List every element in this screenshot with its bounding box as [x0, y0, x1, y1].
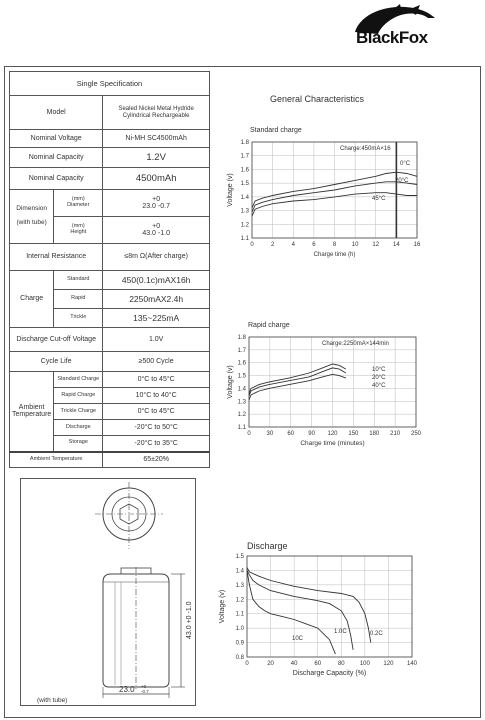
x-tick-label: 250	[410, 431, 422, 437]
x-tick-label: 80	[337, 661, 345, 667]
x-tick-label: 150	[348, 431, 359, 437]
width-tolerance-minus: -0.7	[141, 689, 149, 694]
x-axis-label: Charge time (h)	[313, 252, 356, 258]
x-tick-label: 100	[359, 661, 370, 667]
series-label: 10°C	[372, 367, 386, 373]
y-tick-label: 1.3	[237, 399, 246, 406]
battery-drawing	[21, 479, 197, 707]
width-tolerance-plus: +0	[141, 684, 147, 689]
model-value: Sealed Nickel Metal Hydride Cylindrical Rechargeable	[103, 96, 210, 130]
nominal-capacity2-label: Nominal Capacity	[10, 168, 103, 190]
ambient-trickle-value: 0°C to 45°C	[103, 404, 210, 420]
logo-text: BlackFox	[356, 28, 428, 47]
x-tick-label: 20	[267, 661, 274, 667]
ambient-label: Ambient Temperature	[10, 372, 54, 452]
dimension-unit: (mm)	[71, 196, 85, 203]
plot-frame	[247, 556, 412, 657]
spec-header: Single Specification	[10, 72, 210, 96]
ambient-temp2-value: 65±20%	[103, 452, 210, 468]
x-tick-label: 0	[250, 242, 254, 248]
ambient-standard-label: Standard Charge	[54, 372, 103, 388]
y-tick-label: 1.8	[237, 335, 246, 341]
charge-trickle-label: Trickle	[54, 309, 103, 328]
x-tick-label: 4	[291, 242, 295, 248]
y-tick-label: 1.2	[237, 412, 246, 419]
x-tick-label: 30	[266, 431, 274, 437]
chart-title: Rapid charge	[248, 322, 290, 329]
y-tick-label: 1.4	[237, 386, 246, 393]
y-tick-label: 1.5	[235, 554, 244, 560]
series-line	[249, 368, 346, 396]
dimension-label: Dimension	[16, 205, 47, 213]
chart-annotation: Charge:450mA×16	[340, 146, 391, 152]
chart-annotation: Charge:2250mA×144min	[322, 341, 389, 347]
ambient-rapid-label: Rapid Charge	[54, 388, 103, 404]
ambient-storage-label: Storage	[54, 436, 103, 452]
height-label: Height	[70, 229, 87, 235]
nominal-capacity2-value: 4500mAh	[103, 168, 210, 190]
x-tick-label: 90	[308, 431, 315, 437]
y-tick-label: 1.5	[237, 373, 246, 380]
chart-title: Discharge	[247, 541, 288, 551]
x-tick-label: 210	[390, 431, 401, 437]
series-label: 45°C	[372, 196, 386, 202]
nominal-capacity-label: Nominal Capacity	[10, 148, 103, 168]
y-tick-label: 1.1	[240, 236, 249, 242]
y-tick-label: 1.0	[235, 626, 244, 633]
chart-title: Standard charge	[250, 127, 302, 134]
series-label: 0.2C	[370, 631, 383, 637]
x-tick-label: 8	[332, 242, 337, 248]
discharge-cutoff-value: 1.0V	[103, 328, 210, 352]
x-axis-label: Discharge Capacity (%)	[292, 670, 367, 677]
y-tick-label: 0.8	[235, 655, 244, 661]
y-tick-label: 1.6	[237, 360, 246, 367]
y-tick-label: 1.3	[240, 208, 249, 215]
y-axis-label: Voltage (v)	[227, 173, 234, 207]
x-tick-label: 10	[351, 242, 359, 248]
y-tick-label: 1.4	[240, 194, 249, 201]
x-axis-label: Charge time (minutes)	[300, 440, 365, 447]
diameter-value: +0 23.0 -0.7	[103, 190, 210, 217]
x-tick-label: 0	[247, 431, 251, 437]
x-tick-label: 40	[290, 661, 298, 667]
y-axis-label: Voltage (v)	[219, 589, 226, 624]
x-tick-label: 180	[369, 431, 380, 437]
standard-charge-chart	[222, 120, 422, 265]
nominal-capacity-value: 1.2V	[103, 148, 210, 168]
x-tick-label: 120	[383, 661, 394, 667]
width-dimension-text: 23.0	[119, 685, 135, 694]
diameter-label: Diameter	[67, 202, 90, 208]
ambient-discharge-label: Discharge	[54, 420, 103, 436]
charge-rapid-label: Rapid	[54, 290, 103, 309]
x-tick-label: 16	[413, 242, 421, 248]
series-label: 10C	[292, 636, 304, 642]
charge-label: Charge	[10, 271, 54, 328]
ambient-discharge-value: -20°C to 50°C	[103, 420, 210, 436]
y-tick-label: 1.2	[240, 222, 249, 229]
y-axis-label: Voltage (v)	[227, 365, 234, 399]
spec-table	[9, 71, 210, 468]
dimension-sub-label: (with tube)	[16, 218, 47, 226]
x-tick-label: 0	[245, 661, 249, 667]
y-tick-label: 1.8	[240, 140, 249, 146]
discharge-chart	[212, 537, 432, 687]
y-tick-label: 1.7	[240, 153, 249, 160]
discharge-cutoff-label: Discharge Cut-off Voltage	[10, 328, 103, 352]
y-tick-label: 1.2	[235, 597, 244, 604]
series-label: 20°C	[395, 178, 409, 184]
y-tick-label: 1.3	[235, 582, 244, 589]
battery-drawing-box	[20, 478, 196, 706]
ambient-trickle-label: Trickle Charge	[54, 404, 103, 420]
y-tick-label: 1.6	[240, 167, 249, 174]
brand-logo	[350, 4, 480, 48]
series-label: 20°C	[372, 375, 386, 381]
x-tick-label: 60	[287, 431, 295, 437]
x-tick-label: 6	[312, 242, 316, 248]
ambient-rapid-value: 10°C to 40°C	[103, 388, 210, 404]
ambient-temp2-label: Ambient Temperature	[10, 452, 103, 468]
nominal-voltage-value: Ni-MH SC4500mAh	[103, 130, 210, 148]
y-tick-label: 1.1	[237, 425, 246, 431]
series-label: 40°C	[372, 383, 386, 389]
rapid-charge-chart	[222, 316, 422, 461]
general-characteristics-title: General Characteristics	[270, 94, 365, 104]
height-value: +0 43.0 -1.0	[103, 217, 210, 244]
nominal-voltage-label: Nominal Voltage	[10, 130, 103, 148]
charge-standard-label: Standard	[54, 271, 103, 290]
x-tick-label: 12	[372, 242, 380, 248]
height-dimension-text: 43.0 +0 -1.0	[186, 601, 193, 639]
y-tick-label: 1.5	[240, 181, 249, 188]
x-tick-label: 14	[393, 242, 400, 248]
charge-rapid-value: 2250mAX2.4h	[103, 290, 210, 309]
height-unit: (mm)	[71, 223, 85, 230]
charge-standard-value: 450(0.1c)mAX16h	[103, 271, 210, 290]
cycle-life-label: Cycle Life	[10, 352, 103, 372]
x-tick-label: 140	[406, 661, 418, 667]
internal-resistance-value: ≤8m Ω(After charge)	[103, 244, 210, 271]
internal-resistance-label: Internal Resistance	[10, 244, 103, 271]
series-line	[249, 374, 346, 400]
y-tick-label: 0.9	[235, 640, 244, 647]
series-label: 1.0C	[334, 629, 347, 635]
cycle-life-value: ≥500 Cycle	[103, 352, 210, 372]
y-tick-label: 1.4	[235, 568, 244, 575]
y-tick-label: 1.1	[235, 611, 244, 618]
x-tick-label: 2	[270, 242, 275, 248]
drawing-caption: (with tube)	[37, 697, 68, 704]
y-tick-label: 1.7	[237, 347, 246, 354]
model-label: Model	[10, 96, 103, 130]
series-label: 0°C	[400, 161, 411, 167]
series-line	[247, 568, 371, 643]
ambient-standard-value: 0°C to 45°C	[103, 372, 210, 388]
ambient-storage-value: -20°C to 35°C	[103, 436, 210, 452]
x-tick-label: 60	[314, 661, 322, 667]
charge-trickle-value: 135~225mA	[103, 309, 210, 328]
x-tick-label: 120	[327, 431, 338, 437]
